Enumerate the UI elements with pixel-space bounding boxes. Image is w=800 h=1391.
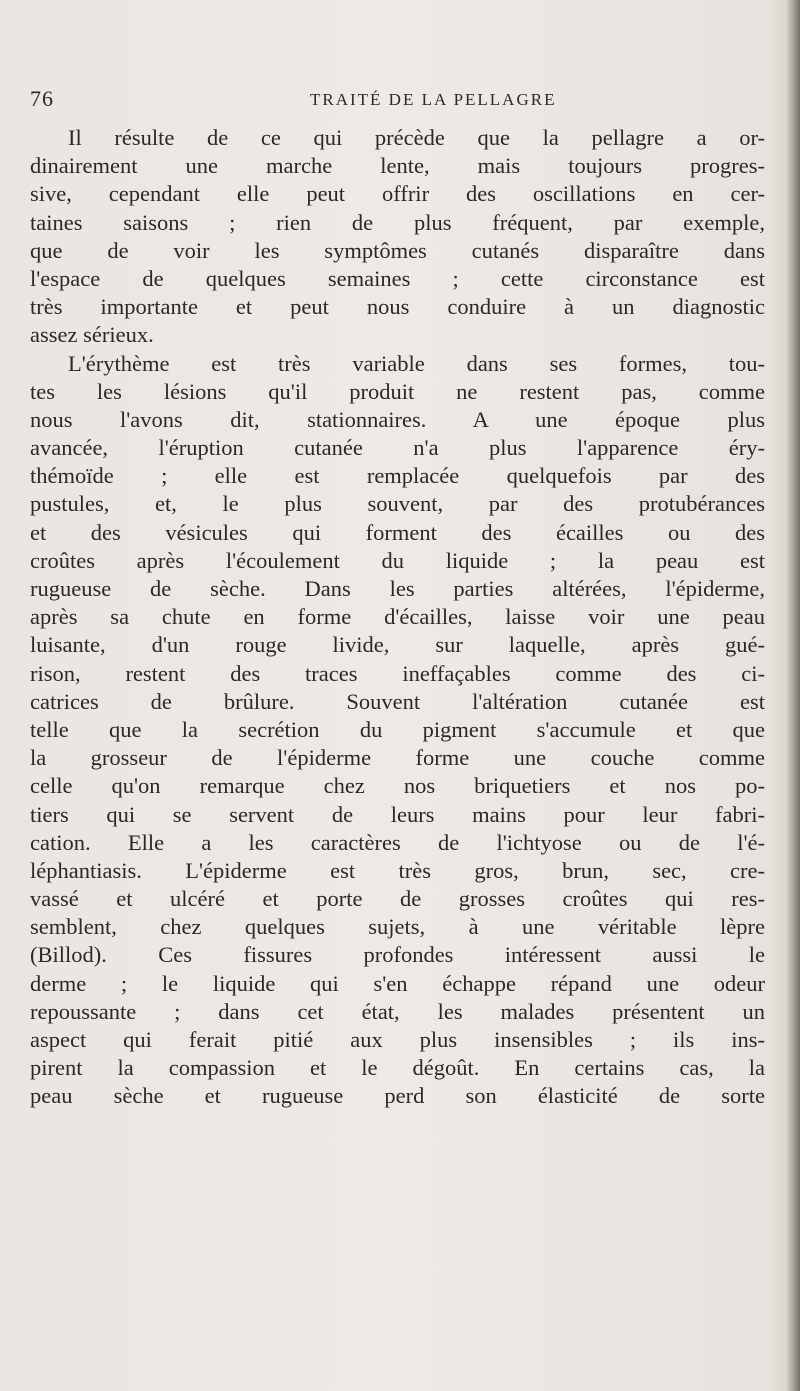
text-line: celle qu'on remarque chez nos briquetiers et nos po- [30, 773, 765, 799]
text-line: que de voir les symptômes cutanés disparaître dans [30, 237, 765, 263]
text-line: L'érythème est très variable dans ses formes, tou- [68, 350, 765, 376]
text-line: luisante, d'un rouge livide, sur laquelle, après gué- [30, 632, 765, 658]
text-line: taines saisons ; rien de plus fréquent, par exemple, [30, 209, 765, 235]
text-line: tes les lésions qu'il produit ne restent pas, comme [30, 378, 765, 404]
text-line: semblent, chez quelques sujets, à une véritable lèpre [30, 914, 765, 940]
text-line: croûtes après l'écoulement du liquide ; la peau est [30, 547, 765, 573]
text-line: l'espace de quelques semaines ; cette circonstance est [30, 265, 765, 291]
text-line: avancée, l'éruption cutanée n'a plus l'apparence éry- [30, 435, 765, 461]
text-line: telle que la secrétion du pigment s'accumule et que [30, 716, 765, 742]
text-line: catrices de brûlure. Souvent l'altération cutanée est [30, 688, 765, 714]
text-line: peau sèche et rugueuse perd son élasticité de sorte [30, 1083, 765, 1109]
text-line: rugueuse de sèche. Dans les parties altérées, l'épiderme, [30, 576, 765, 601]
text-line: la grosseur de l'épiderme forme une couche comme [30, 745, 765, 771]
text-line: thémoïde ; elle est remplacée quelquefois par des [30, 463, 765, 489]
text-line: très importante et peut nous conduire à un diagnostic [30, 294, 765, 320]
text-line: léphantiasis. L'épiderme est très gros, brun, sec, cre- [30, 857, 765, 883]
text-line: tiers qui se servent de leurs mains pour leur fabri- [30, 801, 765, 827]
page-number: 76 [30, 86, 54, 111]
text-line: vassé et ulcéré et porte de grosses croûtes qui res- [30, 886, 765, 912]
body-text [30, 124, 765, 1111]
running-title: TRAITÉ DE LA PELLAGRE [310, 90, 557, 109]
text-line: et des vésicules qui forment des écailles ou des [30, 519, 765, 545]
text-line: cation. Elle a les caractères de l'ichtyose ou de l'é- [30, 829, 765, 855]
text-line: rison, restent des traces ineffaçables comme des ci- [30, 660, 765, 686]
text-line: Il résulte de ce qui précède que la pellagre a or- [68, 125, 765, 150]
text-line: sive, cependant elle peut offrir des oscillations en cer- [30, 181, 765, 207]
text-line: derme ; le liquide qui s'en échappe répand une odeur [30, 970, 765, 996]
text-line: aspect qui ferait pitié aux plus insensibles ; ils ins- [30, 1027, 765, 1052]
text-line: après sa chute en forme d'écailles, laisse voir une peau [30, 604, 765, 630]
text-line: assez sérieux. [30, 322, 154, 348]
running-head [0, 86, 800, 116]
text-line: repoussante ; dans cet état, les malades présentent un [30, 998, 765, 1024]
text-line: pustules, et, le plus souvent, par des protubérances [30, 491, 765, 517]
text-line: nous l'avons dit, stationnaires. A une époque plus [30, 406, 765, 432]
text-line: dinairement une marche lente, mais toujours progres- [30, 153, 765, 179]
text-line: pirent la compassion et le dégoût. En certains cas, la [30, 1055, 765, 1081]
text-line: (Billod). Ces fissures profondes intéressent aussi le [30, 942, 765, 968]
page-edge-shadow [786, 0, 800, 1391]
